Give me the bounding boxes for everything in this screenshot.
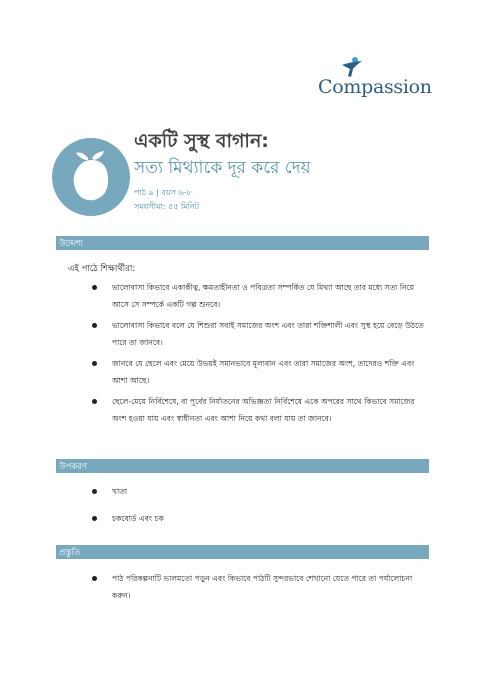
materials-bar xyxy=(56,459,429,473)
list-item: ভালোবাসা কিভাবে একাকীত্ব, ক্ষমতাহীনতা ও পবিত্রতা সম্পর্কিত যে মিথ্যা আছে তার মধ্যে সত্য নিয়ে আসে সে সম্পর্কে একটি গল্প শুনবে। xyxy=(86,279,431,313)
list-item: ছেলে-মেয়ে নির্বিশেষে, বা পূর্বের নির্যাতনের অভিজ্ঞতা নির্বিশেষে একে অপরের সাথে কিভাবে সমাজের অংশ হওয়া যায় এবং স্বাধীনতা এবং আশা নিয়ে কথা বলা যায় তা জানবে। xyxy=(86,393,431,427)
list-item: জানবে যে ছেলে এবং মেয়ে উভয়ই সমানভাবে মূল্যবান এবং তারা সমাজের অংশ, তাদেরও শক্তি এবং আশা আছে। xyxy=(86,355,431,389)
objectives-list xyxy=(86,279,431,427)
page-title: একটি সুস্থ বাগান: xyxy=(134,130,269,152)
preparation-heading: প্রস্তুতি xyxy=(59,548,81,558)
lesson-duration: সময়সীমা: ৫৫ মিনিট xyxy=(134,202,200,211)
lesson-info: পাঠ ৯ | বয়স ৬-৮ xyxy=(134,188,192,197)
list-item: ভালোবাসা কিভাবে বলে যে শিশুরা সবাই সমাজের অংশ এবং তারা শক্তিশালী এবং সুস্থ হয়ে বেড়ে উঠতে পারে তা জানবে। xyxy=(86,317,431,351)
compassion-logo xyxy=(318,56,432,100)
list-item: পাঠ পরিকল্পনাটি ভালমতো পড়ুন এবং কিভাবে পাঠটি সুন্দরভাবে শেখানো যেতে পারে তা পর্যালোচনা করুন। xyxy=(86,570,431,604)
materials-list xyxy=(86,483,431,527)
list-item: চকবোর্ড এবং চক xyxy=(86,510,431,527)
preparation-list xyxy=(86,570,431,604)
compassion-figure-icon xyxy=(340,56,364,78)
hero-badge xyxy=(52,138,130,216)
objectives-intro: এই পাঠে শিক্ষার্থীরা: xyxy=(68,264,136,274)
objectives-heading: উদ্দেশ্য xyxy=(59,239,83,249)
preparation-bar xyxy=(56,545,429,559)
objectives-bar xyxy=(56,236,429,250)
page-subtitle: সত্য মিথ্যাকে দূর করে দেয় xyxy=(134,158,311,178)
logo-wordmark: Compassion xyxy=(318,76,432,98)
list-item: খাতা xyxy=(86,483,431,500)
mango-icon xyxy=(52,138,130,216)
materials-heading: উপকরণ xyxy=(59,462,88,472)
